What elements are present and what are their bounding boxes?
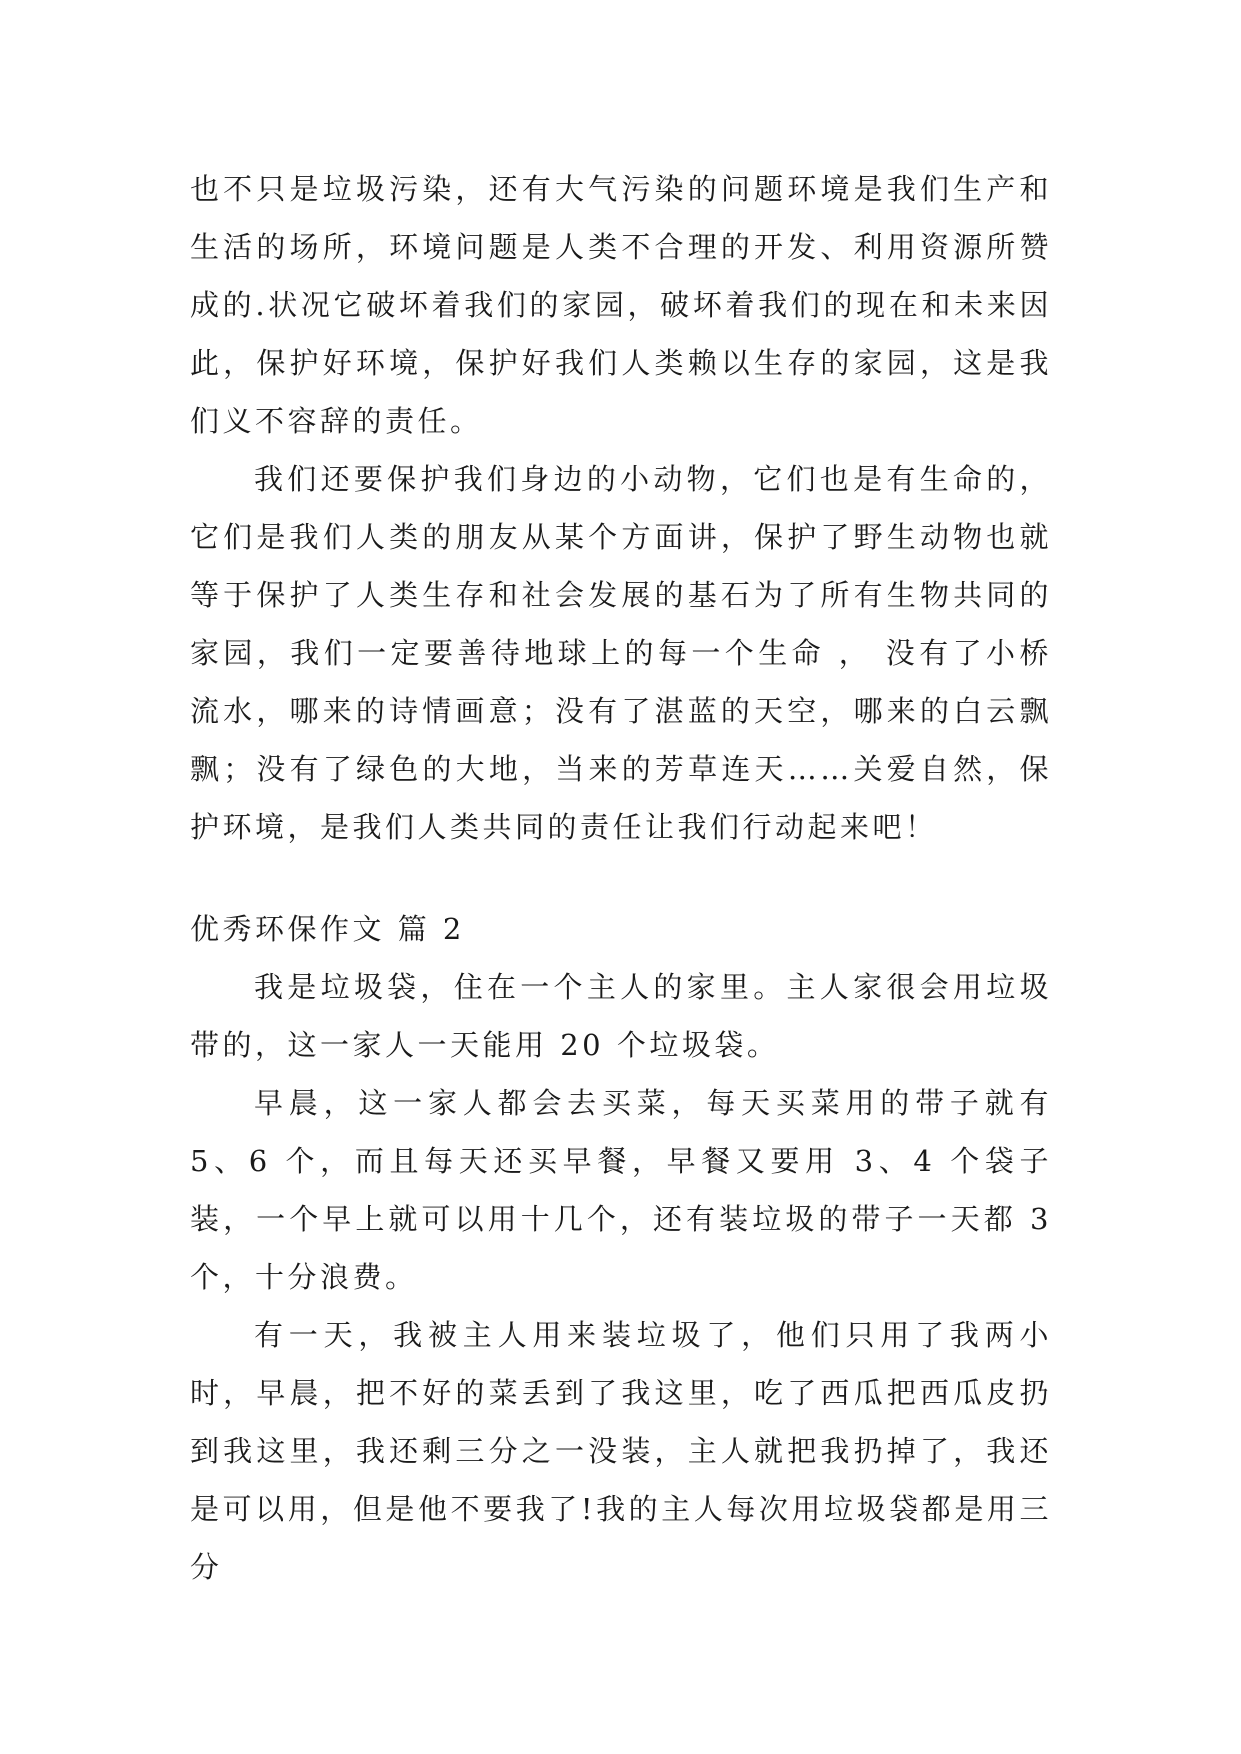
paragraph-garbage-bag-intro: 我是垃圾袋，住在一个主人的家里。主人家很会用垃圾带的，这一家人一天能用 20 个垃圾袋。 [190, 970, 1052, 1062]
paragraph-continued: 也不只是垃圾污染，还有大气污染的问题环境是我们生产和生活的场所，环境问题是人类不合理的开发、利用资源所赞成的.状况它破坏着我们的家园，破坏着我们的现在和未来因此，保护好环境，保护好我们人类赖以生存的家园，这是我们义不容辞的责任。 [190, 172, 1052, 438]
document-body [190, 160, 1052, 1596]
paragraph-morning-shopping: 早晨，这一家人都会去买菜，每天买菜用的带子就有 5、6 个，而且每天还买早餐，早餐又要用 3、4 个袋子装，一个早上就可以用十几个，还有装垃圾的带子一天都 3 个，十分浪费。 [190, 1086, 1052, 1294]
paragraph-one-day: 有一天，我被主人用来装垃圾了，他们只用了我两小时，早晨，把不好的菜丢到了我这里，吃了西瓜把西瓜皮扔到我这里，我还剩三分之一没装，主人就把我扔掉了，我还是可以用，但是他不要我了!我的主人每次用垃圾袋都是用三分 [190, 1318, 1052, 1584]
paragraph-protect-animals: 我们还要保护我们身边的小动物，它们也是有生命的，它们是我们人类的朋友从某个方面讲，保护了野生动物也就等于保护了人类生存和社会发展的基石为了所有生物共同的家园，我们一定要善待地球上的每一个生命 ， 没有了小桥流水，哪来的诗情画意；没有了湛蓝的天空，哪来的白云飘飘；没有了绿色的大地，当来的芳草连天……关爱自然，保护环境，是我们人类共同的责任让我们行动起来吧！ [190, 462, 1052, 844]
section-title: 优秀环保作文 篇 2 [190, 912, 465, 946]
